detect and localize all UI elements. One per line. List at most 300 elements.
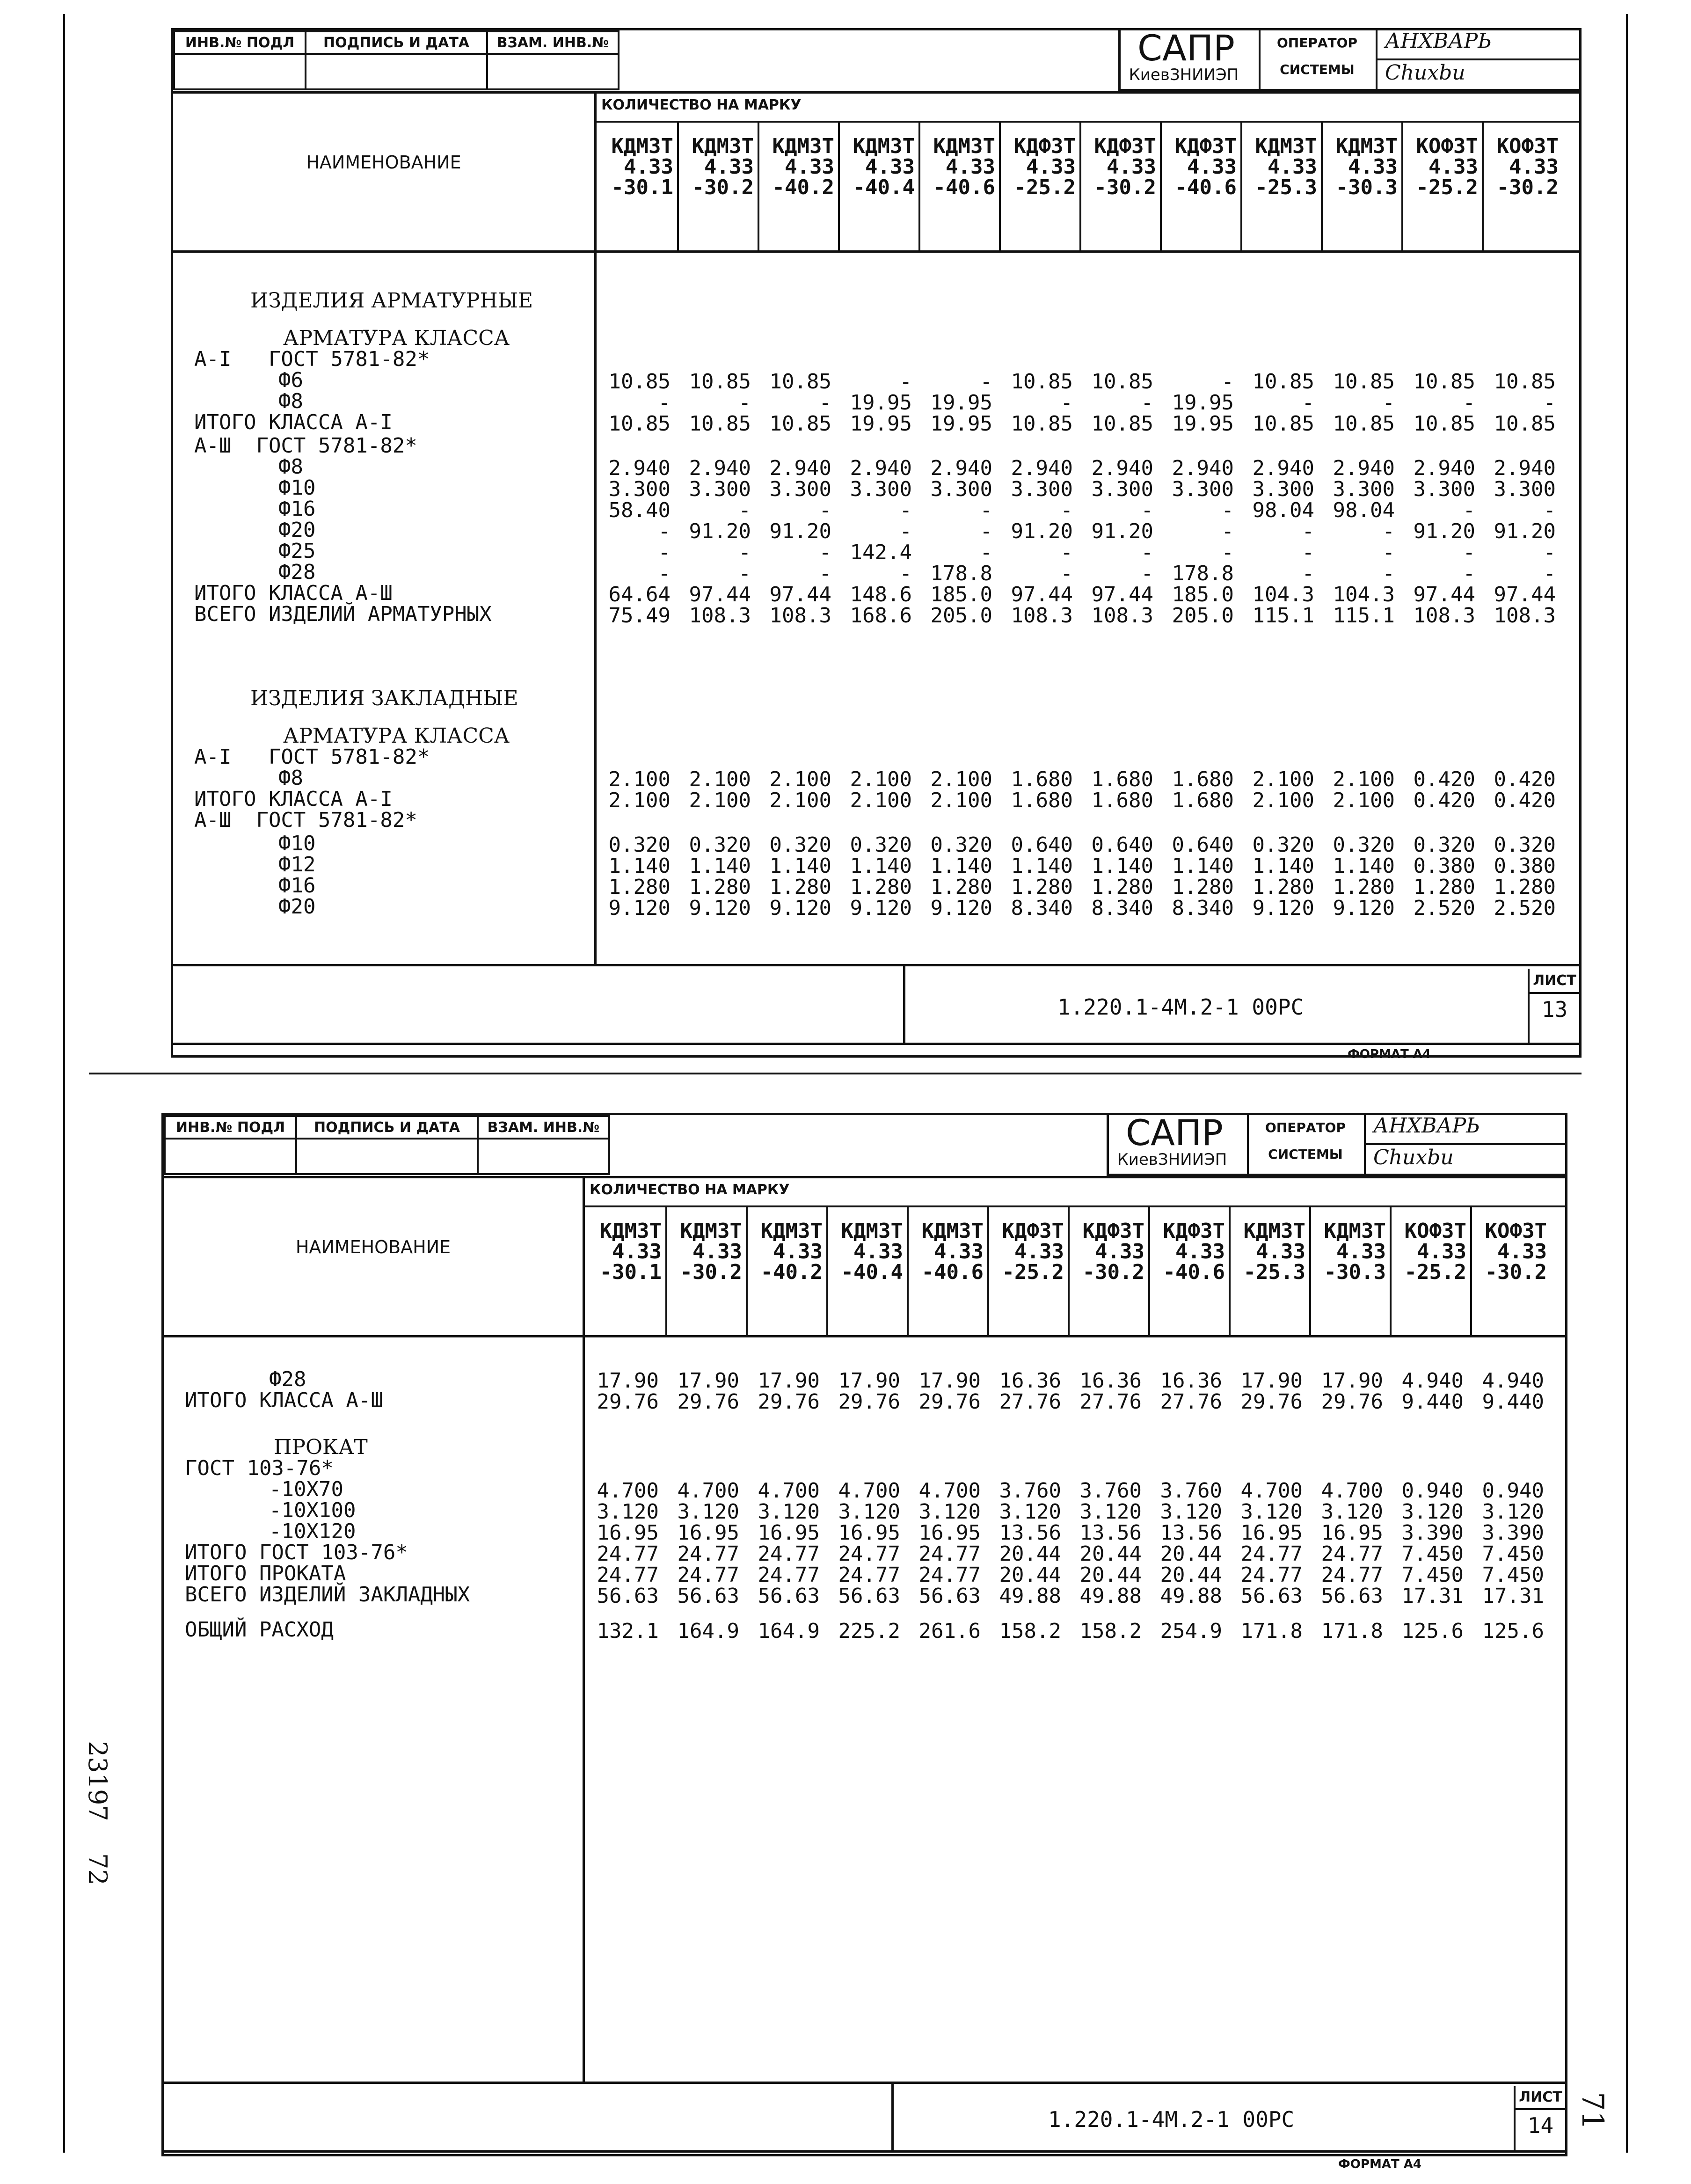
row-label: Ф20 [278,518,316,542]
cell-value: - [738,541,751,564]
cell-value: 1.140 [1091,854,1153,878]
column-header: 4.33 [1095,1240,1144,1264]
column-header: КДМЗТ [611,134,673,158]
sapr-title: САПР [1125,1112,1224,1154]
org-name: КиевЗНИИЭП [1129,66,1239,84]
cell-value: 10.85 [608,412,671,436]
cell-value: - [658,519,671,543]
column-header: -30.2 [692,175,754,199]
cell-value: 56.63 [1240,1584,1303,1608]
sheet-divider-line [89,1073,1582,1074]
cell-value: 3.300 [1011,477,1073,501]
row-label: Ф28 [269,1367,306,1391]
cell-value: 56.63 [597,1584,659,1608]
cell-value: 4.700 [1240,1479,1303,1503]
cell-value: 2.940 [1172,456,1234,480]
cell-value: 164.9 [677,1619,739,1643]
cell-value: 108.3 [1494,604,1556,628]
cell-value: - [1060,391,1073,415]
cell-value: 254.9 [1160,1619,1222,1643]
column-header: КДМЗТ [933,134,995,158]
column-header: КОФЗТ [1404,1219,1466,1243]
cell-value: 19.95 [850,412,912,436]
row-label: ПРОКАТ [274,1435,368,1459]
cell-value: 29.76 [838,1390,900,1414]
cell-value: 56.63 [677,1584,739,1608]
cell-value: 24.77 [1240,1563,1303,1587]
column-header: 4.33 [1348,155,1398,179]
sapr-title: САПР [1137,27,1235,69]
cell-value: 56.63 [1321,1584,1383,1608]
cell-value: 158.2 [999,1619,1061,1643]
cell-value: 58.40 [608,498,671,522]
column-header: КДФЗТ [1013,134,1076,158]
cell-value: 0.320 [930,833,992,857]
cell-value: - [1382,562,1395,585]
cell-value: - [980,498,992,522]
cell-value: 2.100 [930,767,992,791]
cell-value: 17.90 [758,1369,820,1393]
cell-value: 2.520 [1494,896,1556,920]
column-header: КДМЗТ [921,1219,984,1243]
cell-value: 3.300 [1252,477,1314,501]
cell-value: 8.340 [1091,896,1153,920]
cell-value: - [980,370,992,394]
column-header: -25.3 [1255,175,1317,199]
cell-value: 16.95 [838,1521,900,1545]
cell-value: 2.940 [850,456,912,480]
row-label: ВСЕГО ИЗДЕЛИЙ АРМАТУРНЫХ [194,602,492,626]
cell-value: - [1141,562,1153,585]
cell-value: 3.120 [1401,1500,1464,1524]
cell-value: 49.88 [1160,1584,1222,1608]
cell-value: 49.88 [999,1584,1061,1608]
naim-label: НАИМЕНОВАНИЕ [306,152,461,173]
row-label: Ф8 [278,766,303,790]
cell-value: 20.44 [999,1542,1061,1566]
cell-value: 1.280 [1333,875,1395,899]
format-label: ФОРМАТ А4 [1338,2157,1421,2171]
cell-value: 91.20 [1011,519,1073,543]
cell-value: 1.280 [850,875,912,899]
cell-value: 10.85 [1252,412,1314,436]
cell-value: 17.90 [1321,1369,1383,1393]
cell-value: - [1221,519,1234,543]
cell-value: - [1382,519,1395,543]
cell-value: - [1060,562,1073,585]
cell-value: 0.380 [1494,854,1556,878]
cell-value: 7.450 [1401,1563,1464,1587]
cell-value: 16.95 [758,1521,820,1545]
cell-value: 3.760 [1079,1479,1142,1503]
cell-value: 3.120 [758,1500,820,1524]
cell-value: 3.300 [608,477,671,501]
cell-value: 56.63 [918,1584,981,1608]
cell-value: 4.940 [1401,1369,1464,1393]
cell-value: 171.8 [1240,1619,1303,1643]
column-header: 4.33 [773,1240,823,1264]
cell-value: 1.280 [1172,875,1234,899]
cell-value: 75.49 [608,604,671,628]
cell-value: - [1382,391,1395,415]
cell-value: 3.120 [1240,1500,1303,1524]
cell-value: - [1543,562,1556,585]
row-label: АРМАТУРА КЛАССА [283,724,510,748]
cell-value: - [1060,498,1073,522]
cell-value: 0.320 [608,833,671,857]
cell-value: 3.120 [918,1500,981,1524]
cell-value: 29.76 [677,1390,739,1414]
cell-value: 24.77 [677,1563,739,1587]
column-header: -40.6 [1174,175,1237,199]
cell-value: 115.1 [1252,604,1314,628]
row-label: Ф8 [278,389,303,413]
cell-value: - [1463,391,1475,415]
list-label: ЛИСТ [1519,2089,1562,2105]
cell-value: - [1463,562,1475,585]
row-label: -10Х100 [269,1498,356,1522]
doc-code: 1.220.1-4М.2-1 00РС [1057,994,1304,1020]
row-label: ИТОГО КЛАССА А-Ш [194,581,393,605]
column-header: КДМЗТ [599,1219,662,1243]
cell-value: 4.700 [597,1479,659,1503]
cell-value: 1.140 [769,854,831,878]
row-label: ГОСТ 103-76* [185,1456,334,1480]
cell-value: 97.44 [1011,583,1073,606]
cell-value: 24.77 [838,1542,900,1566]
row-label: ИЗДЕЛИЯ АРМАТУРНЫЕ [250,289,533,313]
cell-value: 2.100 [608,767,671,791]
cell-value: 24.77 [597,1563,659,1587]
cell-value: 2.100 [1252,767,1314,791]
cell-value: 29.76 [758,1390,820,1414]
cell-value: 27.76 [1079,1390,1142,1414]
cell-value: - [819,562,831,585]
cell-value: 24.77 [758,1542,820,1566]
cell-value: 185.0 [1172,583,1234,606]
column-header: 4.33 [704,155,754,179]
cell-value: 148.6 [850,583,912,606]
column-header: -25.2 [1002,1260,1064,1284]
cell-value: 3.300 [689,477,751,501]
cell-value: 1.280 [608,875,671,899]
inv-podl-cell: ИНВ.№ ПОДЛ [173,30,306,55]
cell-value: - [1141,391,1153,415]
cell-value: 19.95 [930,391,992,415]
cell-value: 108.3 [689,604,751,628]
column-header: КОФЗТ [1416,134,1478,158]
cell-value: 1.680 [1091,767,1153,791]
cell-value: 1.280 [1091,875,1153,899]
column-header: КДМЗТ [1243,1219,1305,1243]
cell-value: 1.140 [1172,854,1234,878]
row-label: ВСЕГО ИЗДЕЛИЙ ЗАКЛАДНЫХ [185,1583,470,1607]
column-header: КОФЗТ [1485,1219,1547,1243]
row-label: Ф28 [278,560,316,584]
cell-value: - [1543,498,1556,522]
signature: Сhuxbu [1385,61,1465,85]
cell-value: 91.20 [1413,519,1475,543]
sistemy-label: СИСТЕМЫ [1280,62,1355,77]
cell-value: 1.280 [689,875,751,899]
cell-value: 2.100 [1333,767,1395,791]
cell-value: 185.0 [930,583,992,606]
cell-value: 2.100 [689,767,751,791]
cell-value: 1.280 [1413,875,1475,899]
cell-value: 1.140 [930,854,992,878]
cell-value: 1.140 [1011,854,1073,878]
cell-value: 20.44 [1079,1542,1142,1566]
row-label: ИТОГО КЛАССА А-I [194,787,393,811]
cell-value: 17.31 [1401,1584,1464,1608]
cell-value: 29.76 [1321,1390,1383,1414]
cell-value: 2.940 [1091,456,1153,480]
cell-value: 171.8 [1321,1619,1383,1643]
cell-value: 16.95 [677,1521,739,1545]
cell-value: - [1221,498,1234,522]
list-label: ЛИСТ [1533,972,1576,989]
cell-value: 2.940 [930,456,992,480]
column-header: -30.1 [611,175,673,199]
row-label: Ф6 [278,368,303,392]
cell-value: - [738,391,751,415]
cell-value: 29.76 [918,1390,981,1414]
column-header: -30.2 [1496,175,1559,199]
column-header: 4.33 [1014,1240,1064,1264]
cell-value: 10.85 [769,412,831,436]
cell-value: - [1141,541,1153,564]
column-header: 4.33 [853,1240,903,1264]
cell-value: 29.76 [597,1390,659,1414]
cell-value: 17.90 [838,1369,900,1393]
column-header: 4.33 [1175,1240,1225,1264]
cell-value: 17.90 [677,1369,739,1393]
cell-value: 10.85 [1252,370,1314,394]
cell-value: 1.140 [1252,854,1314,878]
cell-value: 0.420 [1494,789,1556,812]
cell-value: 17.90 [1240,1369,1303,1393]
stamp-empty-row [173,53,620,90]
column-header: 4.33 [692,1240,742,1264]
cell-value: 104.3 [1252,583,1314,606]
cell-value: - [1382,541,1395,564]
row-label: Ф25 [278,539,316,563]
cell-value: 9.120 [689,896,751,920]
cell-value: - [1463,498,1475,522]
column-header: 4.33 [1256,1240,1305,1264]
cell-value: 16.95 [1240,1521,1303,1545]
cell-value: 10.85 [1413,370,1475,394]
cell-value: 10.85 [1011,370,1073,394]
operator-name: АНХВАРЬ [1373,1114,1480,1138]
podpis-cell: ПОДПИСЬ И ДАТА [305,30,488,55]
cell-value: 91.20 [1091,519,1153,543]
cell-value: 98.04 [1252,498,1314,522]
cell-value: 24.77 [597,1542,659,1566]
column-header: -40.2 [760,1260,823,1284]
cell-value: 2.940 [1413,456,1475,480]
column-header: КДФЗТ [1082,1219,1144,1243]
cell-value: 125.6 [1482,1619,1544,1643]
kolvo-label: КОЛИЧЕСТВО НА МАРКУ [601,97,802,113]
cell-value: - [1302,519,1314,543]
cell-value: 10.85 [1091,370,1153,394]
row-label: Ф16 [278,874,316,898]
cell-value: 49.88 [1079,1584,1142,1608]
column-header: КДМЗТ [760,1219,823,1243]
cell-value: 9.440 [1482,1390,1544,1414]
cell-value: 24.77 [758,1563,820,1587]
cell-value: 16.95 [918,1521,981,1545]
cell-value: 2.940 [769,456,831,480]
cell-value: 56.63 [838,1584,900,1608]
cell-value: 64.64 [608,583,671,606]
cell-value: 20.44 [1160,1542,1222,1566]
cell-value: 3.300 [1413,477,1475,501]
row-label: ИТОГО ПРОКАТА [185,1562,346,1585]
cell-value: 24.77 [677,1542,739,1566]
cell-value: 20.44 [999,1563,1061,1587]
cell-value: 2.940 [1252,456,1314,480]
cell-value: 19.95 [1172,412,1234,436]
cell-value: 20.44 [1160,1563,1222,1587]
cell-value: 0.640 [1172,833,1234,857]
cell-value: 0.940 [1401,1479,1464,1503]
column-header: -25.2 [1404,1260,1466,1284]
cell-value: 2.100 [850,767,912,791]
cell-value: 91.20 [1494,519,1556,543]
row-label: А-I ГОСТ 5781-82* [194,745,430,769]
row-label: -10Х70 [269,1477,343,1501]
column-header: -30.2 [1485,1260,1547,1284]
column-header: 4.33 [1026,155,1076,179]
row-label: ИТОГО КЛАССА А-Ш [185,1388,383,1412]
operator-label: ОПЕРАТОР [1265,1120,1346,1135]
cell-value: 2.100 [608,789,671,812]
column-header: -25.2 [1013,175,1076,199]
cell-value: 3.120 [999,1500,1061,1524]
cell-value: - [658,562,671,585]
cell-value: 2.940 [1333,456,1395,480]
column-header: -30.2 [680,1260,742,1284]
cell-value: 115.1 [1333,604,1395,628]
cell-value: 8.340 [1172,896,1234,920]
sheet-13 [0,0,1691,1072]
cell-value: 97.44 [769,583,831,606]
cell-value: 3.120 [1079,1500,1142,1524]
cell-value: 13.56 [1160,1521,1222,1545]
naim-label: НАИМЕНОВАНИЕ [295,1237,451,1257]
row-label: ИТОГО ГОСТ 103-76* [185,1541,408,1564]
cell-value: 2.100 [850,789,912,812]
cell-value: 104.3 [1333,583,1395,606]
column-header: 4.33 [785,155,834,179]
cell-value: 108.3 [1011,604,1073,628]
cell-value: 125.6 [1401,1619,1464,1643]
column-header: 4.33 [1268,155,1317,179]
cell-value: 24.77 [918,1542,981,1566]
cell-value: - [980,519,992,543]
cell-value: 0.320 [1252,833,1314,857]
row-label: ОБЩИЙ РАСХОД [185,1618,334,1642]
format-label: ФОРМАТ А4 [1348,1047,1431,1061]
column-header: 4.33 [624,155,673,179]
archive-number: 23197 [83,1741,112,1821]
cell-value: - [899,370,912,394]
row-label: А-I ГОСТ 5781-82* [194,347,430,371]
cell-value: 1.280 [1011,875,1073,899]
cell-value: 158.2 [1079,1619,1142,1643]
cell-value: 3.300 [930,477,992,501]
cell-value: 19.95 [850,391,912,415]
column-header: -40.4 [853,175,915,199]
cell-value: 0.320 [769,833,831,857]
cell-value: 27.76 [999,1390,1061,1414]
cell-value: 2.940 [689,456,751,480]
cell-value: 9.120 [769,896,831,920]
cell-value: 4.940 [1482,1369,1544,1393]
operator-name: АНХВАРЬ [1385,29,1492,53]
corner-number: 71 [1575,2092,1610,2130]
cell-value: 9.120 [930,896,992,920]
doc-code: 1.220.1-4М.2-1 00РС [1048,2107,1295,2132]
cell-value: 3.120 [838,1500,900,1524]
signature: Сhuxbu [1373,1146,1454,1169]
column-header: 4.33 [612,1240,662,1264]
column-header: КДФЗТ [1163,1219,1225,1243]
cell-value: 205.0 [1172,604,1234,628]
cell-value: 3.300 [850,477,912,501]
cell-value: - [1302,562,1314,585]
cell-value: 0.420 [1494,767,1556,791]
cell-value: 0.320 [850,833,912,857]
cell-value: 142.4 [850,541,912,564]
column-header: -40.4 [841,1260,903,1284]
column-header: КДФЗТ [1094,134,1156,158]
podpis-cell: ПОДПИСЬ И ДАТА [295,1115,479,1139]
row-label: Ф16 [278,497,316,521]
column-header: 4.33 [1107,155,1156,179]
cell-value: 16.36 [1079,1369,1142,1393]
cell-value: 0.640 [1091,833,1153,857]
cell-value: 0.320 [1333,833,1395,857]
cell-value: 9.120 [1333,896,1395,920]
cell-value: 56.63 [758,1584,820,1608]
cell-value: 24.77 [838,1563,900,1587]
cell-value: 16.95 [1321,1521,1383,1545]
cell-value: 98.04 [1333,498,1395,522]
column-header: 4.33 [1336,1240,1386,1264]
cell-value: 261.6 [918,1619,981,1643]
cell-value: - [819,498,831,522]
cell-value: 7.450 [1482,1563,1544,1587]
cell-value: 9.120 [1252,896,1314,920]
cell-value: 17.90 [597,1369,659,1393]
cell-value: 97.44 [1494,583,1556,606]
cell-value: 27.76 [1160,1390,1222,1414]
cell-value: - [658,541,671,564]
inv-podl-cell: ИНВ.№ ПОДЛ [164,1115,297,1139]
cell-value: 2.100 [1252,789,1314,812]
column-header: -30.3 [1324,1260,1386,1284]
cell-value: 91.20 [689,519,751,543]
cell-value: 9.120 [850,896,912,920]
cell-value: 10.85 [608,370,671,394]
row-label: Ф12 [278,853,316,877]
cell-value: 24.77 [1240,1542,1303,1566]
cell-value: - [819,391,831,415]
cell-value: 0.420 [1413,789,1475,812]
